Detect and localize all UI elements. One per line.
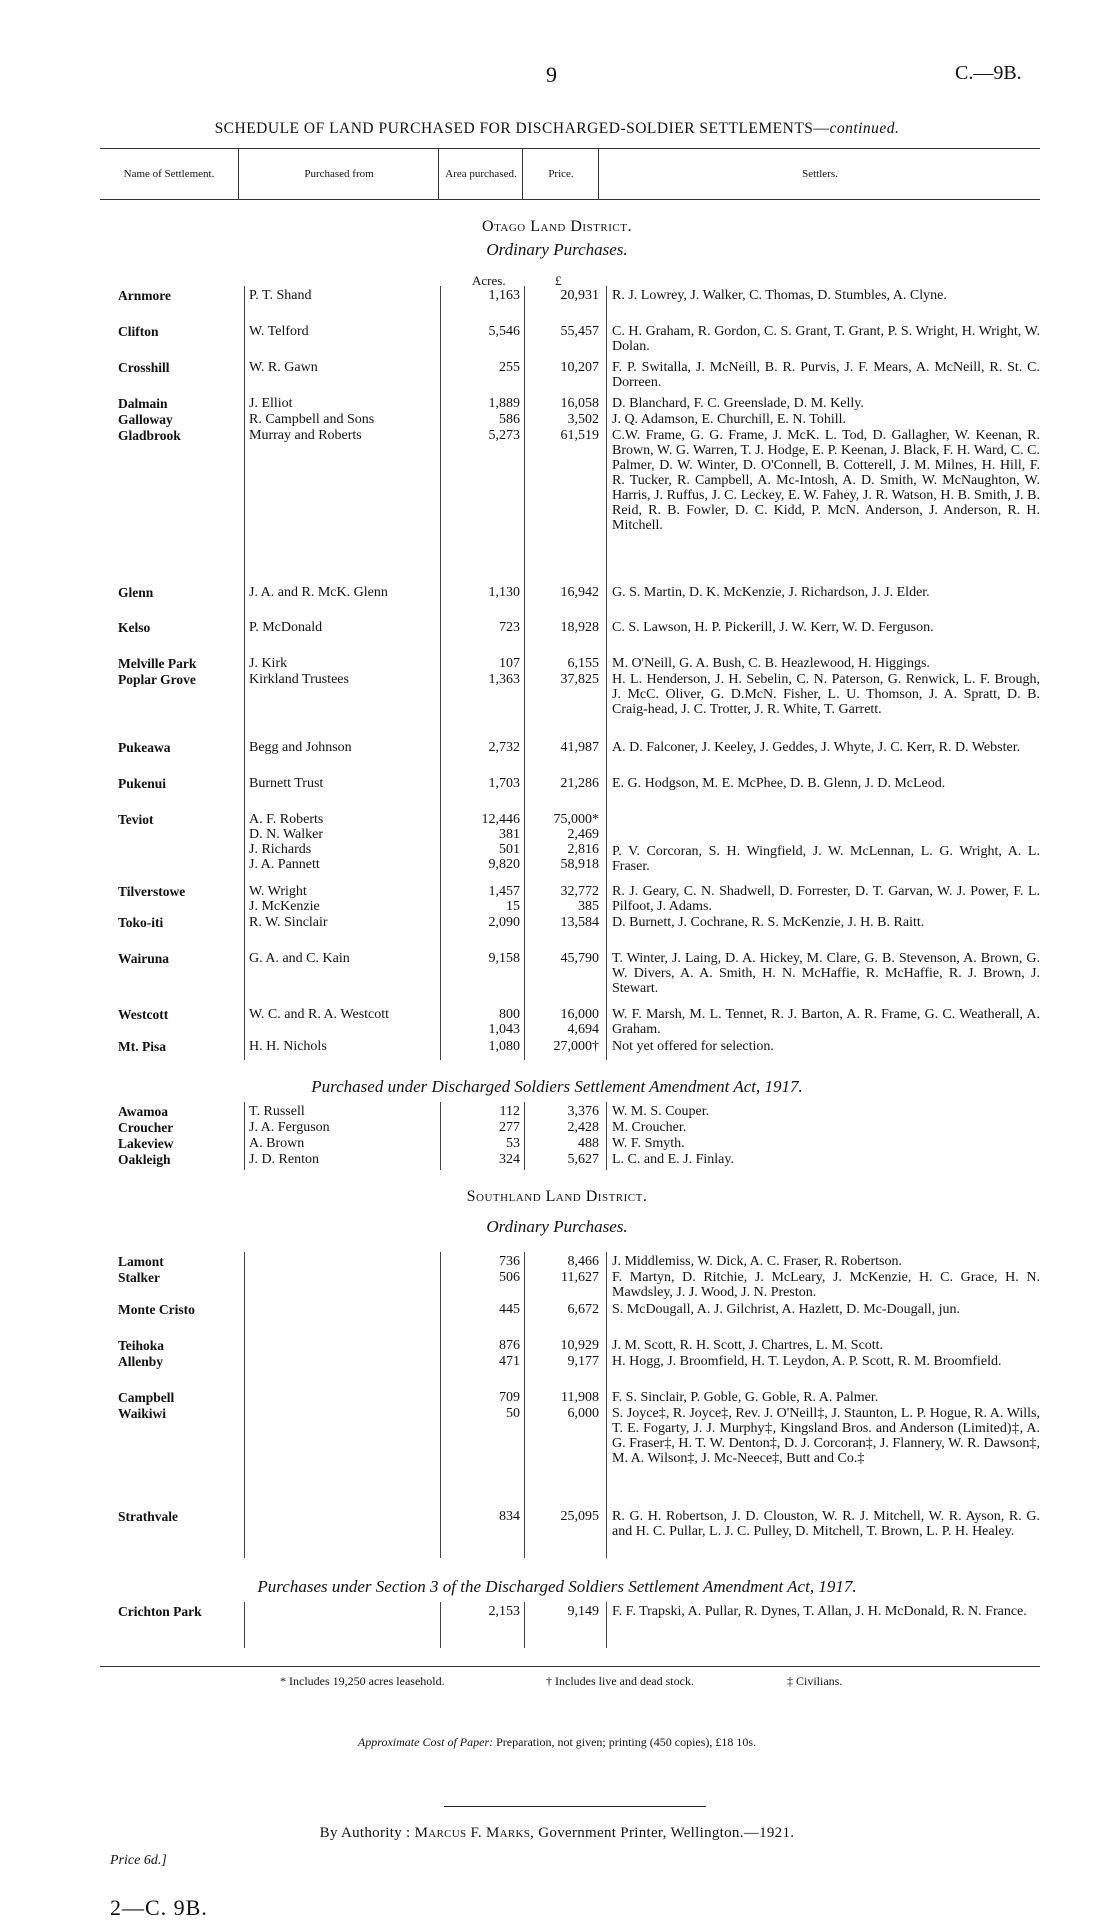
settlers: W. F. Smyth.	[612, 1136, 685, 1151]
purchased-from	[249, 396, 439, 411]
price	[528, 884, 599, 914]
price-note: Price 6d.]	[110, 1853, 167, 1868]
price-value: 2,428	[567, 1120, 599, 1135]
price-value: 61,519	[560, 428, 599, 443]
settlement-name: Croucher	[118, 1120, 174, 1135]
vendor-line: P. McDonald	[249, 620, 323, 635]
price	[528, 656, 599, 671]
price-value: 2,816	[567, 842, 599, 857]
area-value: 15	[506, 899, 520, 914]
purchased-from	[249, 1136, 439, 1151]
price	[528, 1254, 599, 1269]
approx-label: Approximate Cost of Paper:	[357, 1735, 494, 1749]
area-purchased	[440, 1354, 520, 1369]
settlement-name: Lakeview	[118, 1136, 174, 1151]
area-value: 5,273	[488, 428, 520, 443]
settlement-name: Pukeawa	[118, 740, 171, 755]
price	[528, 1509, 599, 1524]
column-rule	[524, 1102, 525, 1170]
price	[528, 740, 599, 755]
column-rule	[606, 1102, 607, 1170]
vendor-line: W. Telford	[249, 324, 309, 339]
column-rule	[440, 286, 441, 1060]
pounds-unit: £	[555, 273, 562, 288]
price	[528, 1604, 599, 1619]
price	[528, 1039, 599, 1054]
price-value: 6,000	[567, 1406, 599, 1421]
vendor-line: D. N. Walker	[249, 827, 324, 842]
section3-heading: Purchases under Section 3 of the Discharged Soldiers Settlement Amendment Act, 1917.	[257, 1577, 857, 1596]
area-value: 2,090	[488, 915, 520, 930]
price	[528, 1354, 599, 1369]
settlers: C.W. Frame, G. G. Frame, J. McK. L. Tod, D. Gallagher, W. Keenan, R. Brown, W. G. Warren, T. J. Hodge, E. P. Keenan, J. Black, F. H. Ward, C. C. Palmer, D. W. Winter, D. O'Connell, B. Cotterell, J. M. Milnes, H. Hill, F. R. Tucker, R. Campbell, A. Mc-Intosh, A. D. Smith, W. McNaughton, W. Harris, J. Ruffus, J. C. Leckey, E. W. Fahey, J. R. Watson, H. B. Smith, J. B. Reid, R. B. Fowler, D. C. Kidd, P. McN. Anderson, J. Anderson, R. H. Mitchell.	[612, 428, 1040, 533]
vendor-line: J. A. Pannett	[249, 857, 320, 872]
price-value: 21,286	[560, 776, 599, 791]
price-value: 25,095	[560, 1509, 599, 1524]
settlement-name: Waikiwi	[118, 1406, 167, 1421]
area-purchased	[440, 412, 520, 427]
area-value: 1,130	[488, 585, 520, 600]
purchased-from	[249, 740, 439, 755]
price-value: 11,908	[561, 1390, 599, 1405]
area-value: 324	[499, 1152, 520, 1167]
price-value: 8,466	[567, 1254, 599, 1269]
vendor-line: Burnett Trust	[249, 776, 324, 791]
purchased-from	[249, 1039, 439, 1054]
settlement-name: Poplar Grove	[118, 672, 196, 687]
price-value: 6,672	[567, 1302, 599, 1317]
column-rule	[606, 1252, 607, 1558]
area-value: 1,163	[488, 288, 520, 303]
price	[528, 585, 599, 600]
price-value: 18,928	[560, 620, 599, 635]
settlers: H. Hogg, J. Broomfield, H. T. Leydon, A. P. Scott, R. M. Broomfield.	[612, 1354, 1002, 1369]
price-value: 3,502	[567, 412, 599, 427]
settlers: M. O'Neill, G. A. Bush, C. B. Heazlewood, H. Higgings.	[612, 656, 930, 671]
price-value: 37,825	[560, 672, 599, 687]
southland-district-heading: Southland Land District.	[466, 1188, 648, 1205]
vendor-line: J. Richards	[249, 842, 312, 857]
area-value: 471	[499, 1354, 520, 1369]
settlement-name: Crosshill	[118, 360, 170, 375]
column-rule	[606, 286, 607, 1060]
price-value: 27,000†	[553, 1039, 599, 1054]
area-purchased	[440, 1120, 520, 1135]
settlers: W. F. Marsh, M. L. Tennet, R. J. Barton, A. R. Frame, G. C. Weatherall, A. Graham.	[612, 1007, 1040, 1037]
area-purchased	[440, 1406, 520, 1421]
column-rule	[440, 1602, 441, 1648]
area-value: 586	[499, 412, 520, 427]
settlement-name: Westcott	[118, 1007, 169, 1022]
settlement-name: Glenn	[118, 585, 154, 600]
settlement-name: Galloway	[118, 412, 173, 427]
price-value: 10,207	[560, 360, 599, 375]
price-value: 16,058	[560, 396, 599, 411]
price-value: 20,931	[560, 288, 599, 303]
area-value: 736	[499, 1254, 520, 1269]
authority-line: By Authority : Marcus F. Marks, Government Printer, Wellington.—1921.	[319, 1825, 795, 1841]
otago-district-heading: Otago Land District.	[482, 218, 632, 235]
settlers: F. S. Sinclair, P. Goble, G. Goble, R. A. Palmer.	[612, 1390, 879, 1405]
area-value: 1,703	[488, 776, 520, 791]
price-value: 11,627	[561, 1270, 599, 1285]
area-value: 2,732	[488, 740, 520, 755]
settlement-name: Tilverstowe	[118, 884, 186, 899]
settlers: T. Winter, J. Laing, D. A. Hickey, M. Clare, G. B. Stevenson, A. Brown, G. W. Divers, A. A. Smith, H. N. McHaffie, R. McHaffie, R. J. Brown, J. Stewart.	[612, 951, 1040, 996]
approx-text: Preparation, not given; printing (450 copies), £18 10s.	[493, 1735, 757, 1749]
price-value: 16,000	[560, 1007, 599, 1022]
settlement-name: Awamoa	[118, 1104, 168, 1119]
price-value: 75,000*	[553, 812, 599, 827]
price-value: 6,155	[567, 656, 599, 671]
signature-mark: 2—C. 9B.	[110, 1895, 208, 1920]
title-main: SCHEDULE OF LAND PURCHASED FOR DISCHARGED-SOLDIER SETTLEMENTS—	[214, 120, 830, 137]
settlement-name: Crichton Park	[118, 1604, 202, 1619]
settlers: C. H. Graham, R. Gordon, C. S. Grant, T. Grant, P. S. Wright, H. Wright, W. Dolan.	[612, 324, 1040, 354]
area-value: 277	[499, 1120, 520, 1135]
purchased-from	[249, 812, 439, 872]
price	[528, 951, 599, 966]
area-value: 112	[499, 1104, 520, 1119]
area-purchased	[440, 812, 520, 872]
area-purchased	[440, 1007, 520, 1037]
price	[528, 1104, 599, 1119]
price-value: 41,987	[560, 740, 599, 755]
purchased-from	[249, 672, 439, 687]
area-value: 12,446	[481, 812, 520, 827]
settlers: H. L. Henderson, J. H. Sebelin, C. N. Paterson, G. Renwick, L. F. Brough, J. McC. Oliver, G. D.McN. Fisher, L. U. Thomson, J. A. Spratt, D. B. Craig-head, J. C. Trotter, J. R. White, T. Garrett.	[612, 672, 1040, 717]
area-purchased	[440, 1152, 520, 1167]
settlement-name: Lamont	[118, 1254, 164, 1269]
area-purchased	[440, 672, 520, 687]
vendor-line: Begg and Johnson	[249, 740, 352, 755]
price	[528, 1007, 599, 1037]
settlers: D. Burnett, J. Cochrane, R. S. McKenzie, J. H. B. Raitt.	[612, 915, 925, 930]
col-price: Price.	[522, 149, 599, 199]
authority-rule	[444, 1806, 706, 1807]
price	[528, 288, 599, 303]
column-header-row	[100, 148, 1040, 200]
area-purchased	[440, 1254, 520, 1269]
area-purchased	[440, 776, 520, 791]
area-value: 1,043	[488, 1022, 520, 1037]
area-purchased	[440, 1338, 520, 1353]
settlers: F. F. Trapski, A. Pullar, R. Dynes, T. Allan, J. H. McDonald, R. N. France.	[612, 1604, 1027, 1619]
purchased-from	[249, 776, 439, 791]
vendor-line: J. A. and R. McK. Glenn	[249, 585, 388, 600]
settlement-name: Melville Park	[118, 656, 197, 671]
settlers: J. Middlemiss, W. Dick, A. C. Fraser, R. Robertson.	[612, 1254, 902, 1269]
column-rule	[524, 286, 525, 1060]
price-value: 385	[578, 899, 599, 914]
settlers: J. M. Scott, R. H. Scott, J. Chartres, L. M. Scott.	[612, 1338, 884, 1353]
settlers: P. V. Corcoran, S. H. Wingfield, J. W. McLennan, L. G. Wright, A. L. Fraser.	[612, 844, 1040, 874]
price	[528, 1390, 599, 1405]
settlers: F. Martyn, D. Ritchie, J. McLeary, J. McKenzie, H. C. Grace, H. N. Mawdsley, J. J. Wood, J. N. Preston.	[612, 1270, 1040, 1300]
area-purchased	[440, 1270, 520, 1285]
col-name: Name of Settlement.	[123, 167, 215, 180]
schedule-title	[0, 120, 1114, 138]
area-value: 445	[499, 1302, 520, 1317]
area-purchased	[440, 740, 520, 755]
col-area: Area purchased.	[438, 149, 523, 199]
settlement-name: Teviot	[118, 812, 154, 827]
price-value: 9,149	[567, 1604, 599, 1619]
col-settlers: Settlers.	[598, 149, 1041, 199]
settlement-name: Pukenui	[118, 776, 167, 791]
purchased-from	[249, 324, 439, 339]
area-purchased	[440, 1039, 520, 1054]
price	[528, 1270, 599, 1285]
settlement-name: Mt. Pisa	[118, 1039, 166, 1054]
settlers: R. J. Lowrey, J. Walker, C. Thomas, D. Stumbles, A. Clyne.	[612, 288, 947, 303]
area-value: 501	[499, 842, 520, 857]
area-value: 381	[499, 827, 520, 842]
vendor-line: W. R. Gawn	[249, 360, 318, 375]
purchased-from	[249, 884, 439, 914]
price	[528, 360, 599, 375]
column-rule	[244, 1602, 245, 1648]
settlement-name: Oakleigh	[118, 1152, 171, 1167]
area-value: 255	[499, 360, 520, 375]
column-rule	[244, 286, 245, 1060]
footnote-civilians: ‡ Civilians.	[787, 1674, 843, 1688]
settlers: C. S. Lawson, H. P. Pickerill, J. W. Kerr, W. D. Ferguson.	[612, 620, 934, 635]
purchased-from	[249, 1152, 439, 1167]
otago-amendment-heading: Purchased under Discharged Soldiers Settlement Amendment Act, 1917.	[311, 1077, 803, 1096]
settlers: J. Q. Adamson, E. Churchill, E. N. Tohill.	[612, 412, 847, 427]
area-purchased	[440, 1509, 520, 1524]
vendor-line: W. C. and R. A. Westcott	[249, 1007, 390, 1022]
price-value: 32,772	[560, 884, 599, 899]
purchased-from	[249, 585, 439, 600]
acres-unit: Acres.	[472, 273, 506, 288]
price	[528, 428, 599, 443]
settlement-name: Strathvale	[118, 1509, 178, 1524]
settlement-name: Clifton	[118, 324, 159, 339]
area-value: 834	[499, 1509, 520, 1524]
area-value: 709	[499, 1390, 520, 1405]
purchased-from	[249, 1007, 439, 1022]
area-purchased	[440, 1390, 520, 1405]
settlers: S. Joyce‡, R. Joyce‡, Rev. J. O'Neill‡, J. Staunton, L. P. Hogue, R. A. Wills, T. E. Fogarty, J. J. Murphy‡, Kingsland Bros. and Anderson (Limited)‡, A. G. Fraser‡, H. T. W. Denton‡, D. J. Corcoran‡, J. Flannery, W. R. Dawson‡, M. A. Wilson‡, J. Mc-Neece‡, Butt and Co.‡	[612, 1406, 1040, 1466]
vendor-line: R. Campbell and Sons	[249, 412, 375, 427]
area-purchased	[440, 656, 520, 671]
vendor-line: W. Wright	[249, 884, 307, 899]
footnote-stock: † Includes live and dead stock.	[546, 1674, 694, 1688]
vendor-line: T. Russell	[249, 1104, 305, 1119]
area-value: 723	[499, 620, 520, 635]
price	[528, 1406, 599, 1421]
settlers: M. Croucher.	[612, 1120, 687, 1135]
area-purchased	[440, 360, 520, 375]
price	[528, 396, 599, 411]
area-value: 876	[499, 1338, 520, 1353]
area-purchased	[440, 915, 520, 930]
settlement-name: Toko-iti	[118, 915, 164, 930]
vendor-line: A. F. Roberts	[249, 812, 324, 827]
area-purchased	[440, 1604, 520, 1619]
price	[528, 1338, 599, 1353]
column-rule	[440, 1102, 441, 1170]
price	[528, 1136, 599, 1151]
approx-cost	[0, 1735, 1114, 1750]
vendor-line: G. A. and C. Kain	[249, 951, 350, 966]
purchased-from	[249, 1104, 439, 1119]
price	[528, 1302, 599, 1317]
area-value: 800	[499, 1007, 520, 1022]
price	[528, 812, 599, 872]
area-value: 2,153	[488, 1604, 520, 1619]
area-value: 9,158	[488, 951, 520, 966]
area-value: 50	[506, 1406, 520, 1421]
area-purchased	[440, 951, 520, 966]
area-value: 506	[499, 1270, 520, 1285]
vendor-line: J. Elliot	[249, 396, 293, 411]
vendor-line: P. T. Shand	[249, 288, 312, 303]
purchased-from	[249, 915, 439, 930]
settlers: L. C. and E. J. Finlay.	[612, 1152, 734, 1167]
southland-ordinary-heading: Ordinary Purchases.	[486, 1217, 628, 1236]
settlers: R. J. Geary, C. N. Shadwell, D. Forrester, D. T. Garvan, W. J. Power, F. L. Pilfoot, J. Adams.	[612, 884, 1040, 914]
price-value: 45,790	[560, 951, 599, 966]
settlers: E. G. Hodgson, M. E. McPhee, D. B. Glenn, J. D. McLeod.	[612, 776, 946, 791]
page-number: 9	[546, 62, 557, 87]
otago-ordinary-heading: Ordinary Purchases.	[486, 240, 628, 259]
settlement-name: Stalker	[118, 1270, 160, 1285]
settlers: F. P. Switalla, J. McNeill, B. R. Purvis, J. F. Mears, A. McNeill, R. St. C. Dorreen.	[612, 360, 1040, 390]
price	[528, 1152, 599, 1167]
price	[528, 1120, 599, 1135]
purchased-from	[249, 620, 439, 635]
settlement-name: Gladbrook	[118, 428, 181, 443]
column-rule	[244, 1252, 245, 1558]
settlers: D. Blanchard, F. C. Greenslade, D. M. Kelly.	[612, 396, 864, 411]
area-purchased	[440, 884, 520, 914]
price	[528, 324, 599, 339]
settlement-name: Dalmain	[118, 396, 168, 411]
price	[528, 672, 599, 687]
vendor-line: A. Brown	[249, 1136, 305, 1151]
vendor-line: J. McKenzie	[249, 899, 320, 914]
settlement-name: Wairuna	[118, 951, 170, 966]
price	[528, 620, 599, 635]
area-value: 1,889	[488, 396, 520, 411]
purchased-from	[249, 428, 439, 443]
price-value: 58,918	[560, 857, 599, 872]
price-value: 10,929	[560, 1338, 599, 1353]
purchased-from	[249, 1120, 439, 1135]
column-rule	[606, 1602, 607, 1648]
vendor-line: J. D. Renton	[249, 1152, 319, 1167]
settlement-name: Teihoka	[118, 1338, 165, 1353]
area-value: 9,820	[488, 857, 520, 872]
area-value: 1,363	[488, 672, 520, 687]
vendor-line: R. W. Sinclair	[249, 915, 328, 930]
area-purchased	[440, 620, 520, 635]
price-value: 9,177	[567, 1354, 599, 1369]
price	[528, 915, 599, 930]
vendor-line: H. H. Nichols	[249, 1039, 327, 1054]
price-value: 2,469	[567, 827, 599, 842]
area-purchased	[440, 288, 520, 303]
settlers: A. D. Falconer, J. Keeley, J. Geddes, J. Whyte, J. C. Kerr, R. D. Webster.	[612, 740, 1021, 755]
area-value: 1,457	[488, 884, 520, 899]
paper-code: C.—9B.	[955, 62, 1022, 84]
settlers: Not yet offered for selection.	[612, 1039, 774, 1054]
price-value: 4,694	[567, 1022, 599, 1037]
footnote-leasehold: * Includes 19,250 acres leasehold.	[280, 1674, 445, 1688]
purchased-from	[249, 360, 439, 375]
price-value: 16,942	[560, 585, 599, 600]
vendor-line: J. A. Ferguson	[249, 1120, 330, 1135]
settlers: R. G. H. Robertson, J. D. Clouston, W. R. J. Mitchell, W. R. Ayson, R. G. and H. C. Pullar, L. J. C. Pulley, D. Mitchell, T. Brown, L. P. H. Healey.	[612, 1509, 1040, 1539]
vendor-line: J. Kirk	[249, 656, 288, 671]
area-value: 1,080	[488, 1039, 520, 1054]
area-value: 53	[506, 1136, 520, 1151]
area-purchased	[440, 428, 520, 443]
area-purchased	[440, 585, 520, 600]
settlement-name: Campbell	[118, 1390, 175, 1405]
column-rule	[524, 1602, 525, 1648]
settlement-name: Allenby	[118, 1354, 164, 1369]
price	[528, 776, 599, 791]
price-value: 5,627	[567, 1152, 599, 1167]
price-value: 55,457	[560, 324, 599, 339]
area-purchased	[440, 324, 520, 339]
area-value: 107	[499, 656, 520, 671]
area-purchased	[440, 1302, 520, 1317]
purchased-from	[249, 656, 439, 671]
column-rule	[244, 1102, 245, 1170]
title-suffix: continued.	[829, 120, 900, 137]
settlement-name: Arnmore	[118, 288, 171, 303]
col-from: Purchased from	[238, 149, 439, 199]
table-bottom-rule	[100, 1666, 1040, 1667]
settlers: S. McDougall, A. J. Gilchrist, A. Hazlett, D. Mc-Dougall, jun.	[612, 1302, 961, 1317]
settlers: G. S. Martin, D. K. McKenzie, J. Richardson, J. J. Elder.	[612, 585, 930, 600]
settlers: W. M. S. Couper.	[612, 1104, 710, 1119]
area-purchased	[440, 1104, 520, 1119]
vendor-line: Murray and Roberts	[249, 428, 362, 443]
purchased-from	[249, 288, 439, 303]
price-value: 3,376	[567, 1104, 599, 1119]
column-rule	[440, 1252, 441, 1558]
price-value: 13,584	[560, 915, 599, 930]
area-purchased	[440, 396, 520, 411]
price	[528, 412, 599, 427]
vendor-line: Kirkland Trustees	[249, 672, 349, 687]
purchased-from	[249, 951, 439, 966]
settlement-name: Monte Cristo	[118, 1302, 195, 1317]
price-value: 488	[578, 1136, 599, 1151]
settlement-name: Kelso	[118, 620, 151, 635]
column-rule	[524, 1252, 525, 1558]
purchased-from	[249, 412, 439, 427]
area-purchased	[440, 1136, 520, 1151]
area-value: 5,546	[488, 324, 520, 339]
